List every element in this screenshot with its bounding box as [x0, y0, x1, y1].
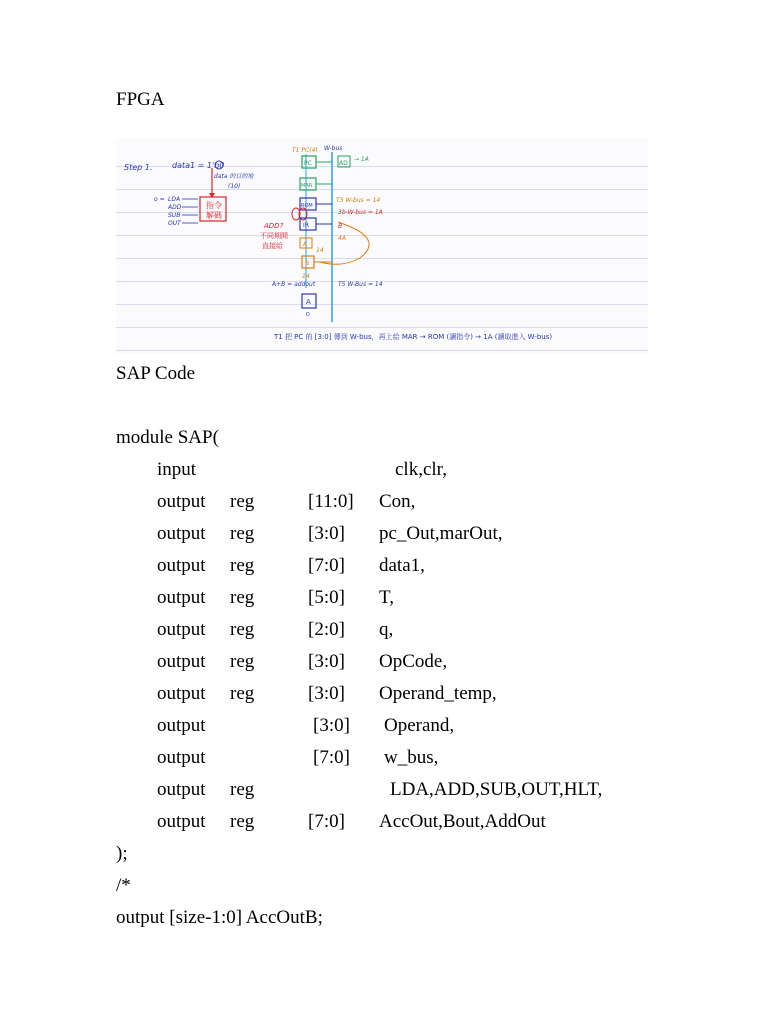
port-names: pc_Out,marOut,: [379, 523, 503, 544]
port-names: OpCode,: [379, 651, 448, 672]
sketch-decoder-line1: 指令: [206, 201, 222, 210]
sketch-acc: A: [303, 241, 308, 248]
section-heading: SAP Code: [116, 363, 196, 384]
port-line: [0, 518, 768, 550]
port-line: [0, 550, 768, 582]
port-names: q,: [379, 619, 394, 640]
port-direction: output: [157, 683, 206, 704]
sketch-input-sub: SUB: [168, 212, 181, 219]
port-names: w_bus,: [384, 747, 439, 768]
sketch-footer-note: T1 把 PC 的 [3:0] 傳到 W-bus，再上給 MAR → ROM (讀指令) → 1A (讀取進入 W-bus): [274, 333, 553, 341]
port-width: [2:0]: [308, 619, 345, 640]
port-direction: output: [157, 779, 206, 800]
sketch-app-note2: 不同期間: [260, 232, 288, 240]
port-reg: reg: [230, 779, 255, 800]
sketch-data-eq: data1 = 1'b0: [172, 161, 225, 170]
sketch-t3-note2: 3b-W-bus = 1A: [338, 209, 383, 216]
port-names: Operand_temp,: [379, 683, 497, 704]
sketch-t1-out: → 1A: [354, 156, 369, 163]
code-line: [0, 870, 768, 902]
sketch-a-reg: A: [306, 298, 311, 306]
port-names: AccOut,Bout,AddOut: [379, 811, 546, 832]
port-line: [0, 454, 768, 486]
sketch-app-note1: ADD?: [264, 222, 284, 230]
sketch-t5-note: T5 W-Bus = 14: [338, 281, 383, 288]
port-direction: output: [157, 651, 206, 672]
code-line: [0, 838, 768, 870]
comment-open: /*: [116, 875, 131, 896]
module-close: );: [116, 843, 128, 864]
port-line: [0, 678, 768, 710]
port-names: data1,: [379, 555, 425, 576]
port-reg: reg: [230, 587, 255, 608]
port-reg: reg: [230, 811, 255, 832]
port-direction: output: [157, 715, 206, 736]
code-line: [0, 422, 768, 454]
port-direction: output: [157, 811, 206, 832]
port-line: [0, 582, 768, 614]
port-width: [3:0]: [308, 683, 345, 704]
sketch-data-note: data 的目的地: [214, 173, 254, 180]
port-width: [3:0]: [313, 715, 350, 736]
sketch-input-out: OUT: [168, 220, 181, 227]
port-width: [3:0]: [308, 523, 345, 544]
port-direction: output: [157, 491, 206, 512]
port-reg: reg: [230, 619, 255, 640]
port-direction: output: [157, 523, 206, 544]
sketch-input-add: ADD: [168, 204, 182, 211]
port-line: [0, 486, 768, 518]
sketch-ir: IR: [303, 222, 309, 229]
sketch-input-lda: LDA: [168, 196, 181, 203]
sketch-add-eq: A+B = addout: [272, 281, 316, 288]
port-direction: output: [157, 619, 206, 640]
port-reg: reg: [230, 651, 255, 672]
sketch-data-note2: (10): [228, 183, 241, 190]
sketch-pc: PC: [304, 160, 312, 167]
sketch-b: B: [305, 260, 310, 267]
port-line: [0, 774, 768, 806]
port-names: LDA,ADD,SUB,OUT,HLT,: [390, 779, 603, 800]
sketch-input-prefix: o =: [154, 196, 165, 203]
sketch-ad: AD: [339, 160, 348, 167]
port-direction: output: [157, 587, 206, 608]
sketch-step-text: Step 1.: [124, 163, 153, 172]
document-title: FPGA: [116, 89, 165, 110]
port-width: [7:0]: [308, 555, 345, 576]
sketch-t3-note: T3 W-bus = 14: [336, 197, 381, 204]
sketch-b-note: B: [338, 223, 343, 230]
port-direction: output: [157, 747, 206, 768]
code-last-line: output [size-1:0] AccOutB;: [116, 907, 323, 928]
sketch-mar: MAR: [301, 183, 313, 189]
port-width: [7:0]: [313, 747, 350, 768]
code-block: [0, 422, 768, 934]
port-reg: reg: [230, 555, 255, 576]
sketch-app-note3: 直接給: [262, 242, 283, 250]
port-reg: reg: [230, 491, 255, 512]
sketch-rom: ROM: [301, 203, 313, 209]
code-line: [0, 902, 768, 934]
sketch-a-note: 4A: [338, 235, 346, 242]
port-reg: reg: [230, 523, 255, 544]
port-line: [0, 742, 768, 774]
port-width: [7:0]: [308, 811, 345, 832]
port-line: [0, 806, 768, 838]
sketch-n14b: 14: [302, 273, 310, 280]
port-names: T,: [379, 587, 394, 608]
handwritten-diagram-image: [116, 138, 648, 354]
port-width: [5:0]: [308, 587, 345, 608]
port-direction: input: [157, 459, 197, 480]
port-line: [0, 710, 768, 742]
port-width: [3:0]: [308, 651, 345, 672]
port-names: clk,clr,: [395, 459, 447, 480]
port-line: [0, 646, 768, 678]
sketch-w-label: W-bus: [324, 145, 343, 152]
port-line: [0, 614, 768, 646]
sketch-decoder-line2: 解碼: [206, 211, 222, 220]
port-names: Con,: [379, 491, 416, 512]
port-reg: reg: [230, 683, 255, 704]
port-direction: output: [157, 555, 206, 576]
module-declaration: module SAP(: [116, 427, 219, 448]
port-names: Operand,: [384, 715, 455, 736]
sketch-d-reg: D: [306, 312, 310, 318]
port-width: [11:0]: [308, 491, 354, 512]
sketch-n14: 14: [316, 247, 324, 254]
sketch-t-label: T1 PC(4): [292, 147, 318, 154]
